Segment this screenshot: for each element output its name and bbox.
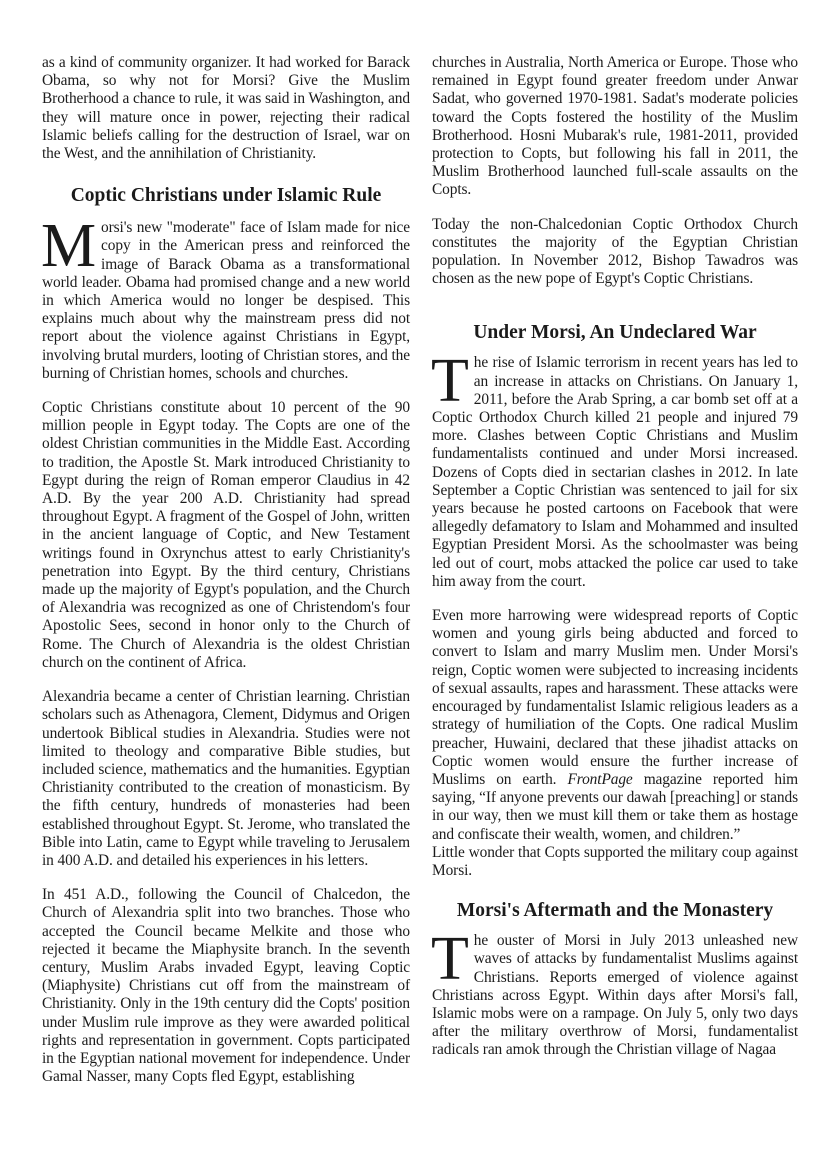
body-paragraph: Alexandria became a center of Christian learning. Christian scholars such as Athenagora, Clement, Didymus and Origen undertook Biblical studies in Alexandria. Studies were not limited to theology and comparative Bible studies, but included science, mathematics and the humanities. Egyptian Christianity contributed to the creation of monasticism. By the fifth century, hundreds of monasteries had been established throughout Egypt. St. Jerome, who translated the Bible into Latin, came to Egypt while traveling to Jerusalem in 400 A.D. and detailed his experiences in his letters. [42,688,410,869]
body-paragraph: Morsi's new "moderate" face of Islam made for nice copy in the American press and reinforced the image of Barack Obama as a transformational world leader. Obama had promised change and a new world in which America would no longer be despised. This explains much about why the mainstream press did not report about the violence against Christians in Egypt, involving brutal murders, looting of Christian stores, and the burning of Christian homes, schools and churches. [41,212,410,382]
drop-cap: M [41,212,97,281]
section-title-aftermath: Morsi's Aftermath and the Monastery [456,900,774,922]
body-paragraph: In 451 A.D., following the Council of Chalcedon, the Church of Alexandria split into two branches. Those who accepted the Council became Melkite and those who rejected it became the Miaphysite branch. In the seventh century, Muslim Arabs invaded Egypt, leaving Coptic (Miaphysite) Christians cut off from the mainstream of Christianity. Only in the 19th century did the Copts' position under Muslim rule improve as they were awarded political rights and representation in government. Copts participated in the Egyptian national movement for independence. Under Gamal Nasser, many Copts fled Egypt, establishing [42,886,410,1086]
body-paragraph: Coptic Christians constitute about 10 percent of the 90 million people in Egypt today. The Copts are one of the oldest Christian communities in the Middle East. According to tradition, the Apostle St. Mark introduced Christianity to Egypt during the reign of Roman emperor Claudius in 42 A.D. By the year 200 A.D. Christianity had spread throughout Egypt. A fragment of the Gospel of John, written in the ancient language of Coptic, and New Testament writings found in Oxrynchus attest to early Christianity's penetration into Egypt. By the third century, Christians made up the majority of Egypt's population, and the Church of Alexandria was recognized as one of Christendom's four Apostolic Sees, second in honor only to the Church of Rome. The Church of Alexandria is the oldest Christian church on the continent of Africa. [42,399,410,671]
body-paragraph: Even more harrowing were widespread reports of Coptic women and young girls being abducted and forced to convert to Islam and marry Muslim men. Under Morsi's reign, Coptic women were subjected to increasing incidents of sexual assaults, rapes and harassment. These attacks were encouraged by fundamentalist Islamic religious leaders as a strategy of humiliation of the Copts. One radical Muslim preacher, Huwaini, declared that these jihadist attacks on Coptic women would ensure the further increase of Muslims on earth. FrontPage magazine reported him saying, “If anyone prevents our dawah [preaching] or stands in our way, then we must kill them or take them as hostage and confiscate their wealth, women, and children.” [432,607,799,843]
drop-cap: T [431,347,469,416]
right-column [432,54,798,1060]
drop-cap: T [431,925,469,994]
publication-name: FrontPage [567,770,633,788]
body-paragraph: Today the non-Chalcedonian Coptic Orthodox Church constitutes the majority of the Egyptian Christian population. In November 2012, Bishop Tawadros was chosen as the new pope of Egypt's Coptic Christians. [432,215,798,288]
body-paragraph: The rise of Islamic terrorism in recent years has led to an increase in attacks on Christians. On January 1, 2011, before the Arab Spring, a car bomb set off at a Coptic Orthodox Church killed 21 people and injured 79 more. Clashes between Coptic Christians and Muslim fundamentalists continued and under Morsi increased. Dozens of Copts died in sectarian clashes in 2012. In late September a Coptic Christian was sentenced to jail for six years because he posted cartoons on Facebook that were allegedly defamatory to Islam and Mohammed and insulted Egyptian President Morsi. As the schoolmaster was being led out of court, mobs attacked the police car used to take him away from the court. [431,347,798,590]
section-title-coptic-christians: Coptic Christians under Islamic Rule [70,185,382,207]
body-paragraph: The ouster of Morsi in July 2013 unleashed new waves of attacks by fundamentalist Muslims against Christians. Reports emerged of violence against Christians across Egypt. Within days after Morsi's fall, Islamic mobs were on a rampage. On July 5, only two days after the military overthrow of Morsi, fundamentalist radicals ran amok through the Christian village of Nagaa [431,925,798,1059]
intro-paragraph: as a kind of community organizer. It had worked for Barack Obama, so why not for Morsi? Give the Muslim Brotherhood a chance to rule, it was said in Washington, and they will mature once in power, rejecting their radical Islamic beliefs calling for the destruction of Israel, war on the West, and the annihilation of Christianity. [42,54,410,163]
left-column [42,54,410,1086]
body-paragraph: Little wonder that Copts supported the military coup against Morsi. [432,843,798,879]
body-paragraph: churches in Australia, North America or Europe. Those who remained in Egypt found greater freedom under Anwar Sadat, who governed 1970-1981. Sadat's moderate policies toward the Copts fostered the hostility of the Muslim Brotherhood. Hosni Mubarak's rule, 1981-2011, provided protection to Copts, but following his fall in 2011, the Muslim Brotherhood launched full-scale assaults on the Copts. [432,54,798,199]
section-title-undeclared-war: Under Morsi, An Undeclared War [473,322,757,344]
